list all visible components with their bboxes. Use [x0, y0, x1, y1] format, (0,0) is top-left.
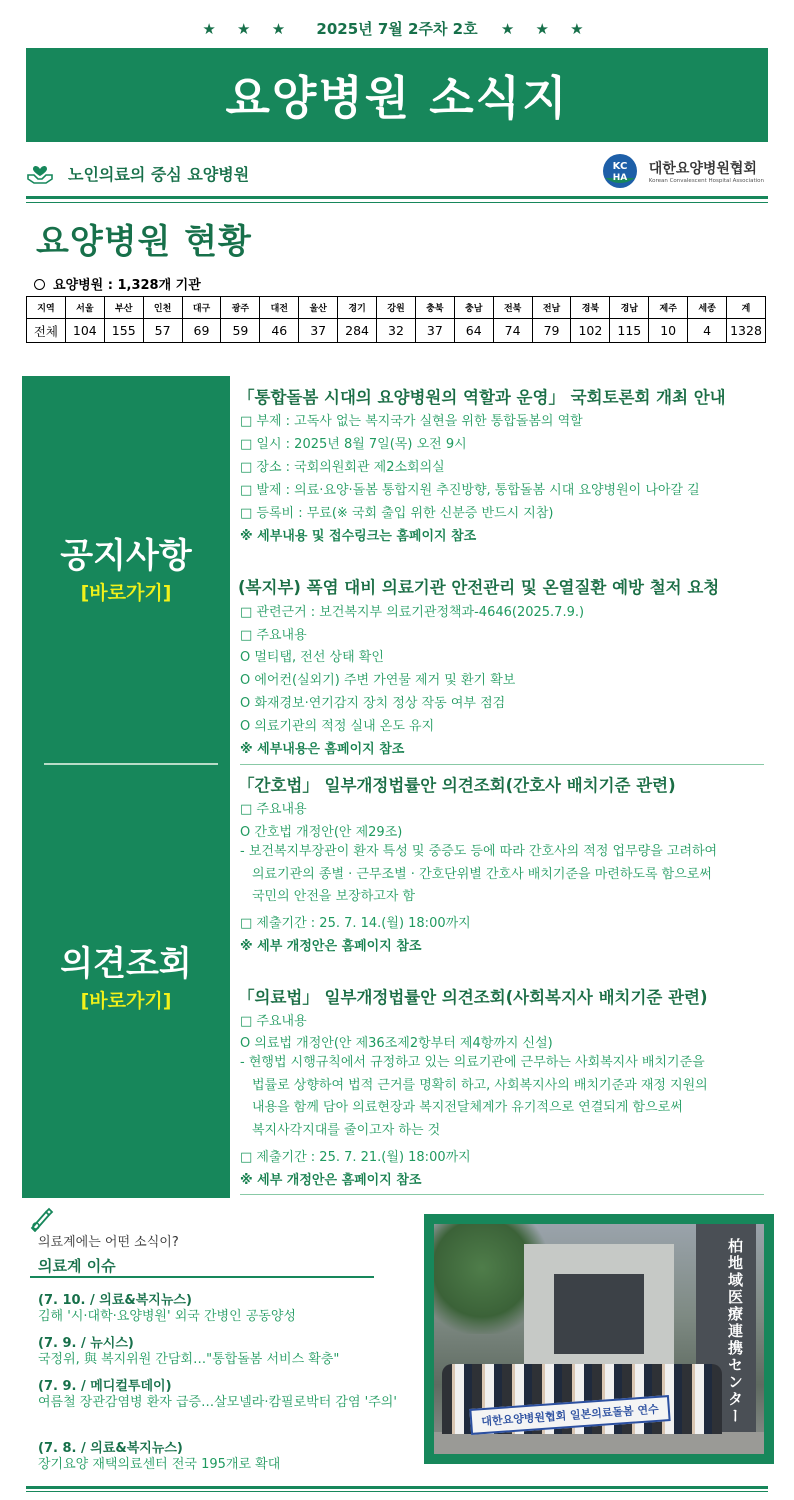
group-photo-frame — [424, 1214, 774, 1464]
notice-1-line: □ 발제 : 의료·요양·돌봄 통합지원 추진방향, 통합돌봄 시대 요양병원이 나아갈 길 — [240, 483, 700, 498]
stars-right: ★ ★ ★ — [500, 20, 592, 38]
circle-bullet-icon — [34, 279, 45, 290]
news-headline[interactable]: 국정위, 與 복지위원 간담회…"통합돌봄 서비스 확충" — [38, 1352, 340, 1367]
association-name: 대한요양병원협회 — [648, 161, 757, 177]
opinion-2-desc-line: 복지사각지대를 줄이고자 하는 것 — [252, 1122, 441, 1138]
region-header-cell: 강원 — [377, 297, 416, 319]
stars-left: ★ ★ ★ — [202, 20, 294, 38]
notice-2-line: □ 주요내용 — [240, 628, 307, 643]
region-header-cell: 경북 — [571, 297, 610, 319]
svg-text:KC: KC — [612, 161, 628, 172]
region-count-cell: 10 — [649, 319, 688, 343]
header-rule-thin — [26, 202, 768, 203]
opinion-1-desc-line: 국민의 안전을 보장하고자 함 — [252, 889, 416, 904]
notice-1-line: □ 일시 : 2025년 8월 7일(목) 오전 9시 — [240, 437, 467, 452]
region-count-cell: 69 — [182, 319, 221, 343]
region-count-cell: 37 — [299, 319, 338, 343]
news-source: (7. 9. / 메디컬투데이) — [38, 1379, 172, 1394]
region-header-cell: 전북 — [493, 297, 532, 319]
notice-2-line: O 의료기관의 적정 실내 온도 유지 — [240, 719, 435, 734]
opinion-2-line: O 의료법 개정안(안 제36조제2항부터 제4항까지 신설) — [240, 1036, 553, 1051]
group-photo — [434, 1224, 764, 1454]
region-count-cell: 115 — [610, 319, 649, 343]
region-count-cell: 284 — [338, 319, 377, 343]
notice-1-line: □ 등록비 : 무료(※ 국회 출입 위한 신분증 반드시 지참) — [240, 506, 554, 521]
region-header-cell: 전남 — [532, 297, 571, 319]
issue-line — [0, 18, 794, 39]
photo-entrance — [554, 1274, 644, 1354]
region-count-cell: 32 — [377, 319, 416, 343]
region-header-cell: 충남 — [454, 297, 493, 319]
notice-2-note: ※ 세부내용은 홈페이지 참조 — [240, 742, 405, 757]
region-header-cell: 계 — [727, 297, 766, 319]
region-count-cell: 1328 — [727, 319, 766, 343]
opinion-label: 의견조회 — [60, 944, 192, 984]
region-stats-table — [26, 296, 766, 343]
opinion-link[interactable]: [바로가기] — [80, 990, 172, 1012]
tagline: 노인의료의 중심 요양병원 — [68, 164, 250, 184]
opinion-2-note: ※ 세부 개정안은 홈페이지 참조 — [240, 1173, 422, 1188]
news-source: (7. 8. / 의료&복지뉴스) — [38, 1441, 183, 1456]
notice-2-line: □ 관련근거 : 보건복지부 의료기관정책과-4646(2025.7.9.) — [240, 605, 585, 620]
opinion-1-note: ※ 세부 개정안은 홈페이지 참조 — [240, 939, 422, 954]
notice-1-title[interactable]: 「통합돌봄 시대의 요양병원의 역할과 운영」 국회토론회 개최 안내 — [238, 388, 726, 407]
sidebar-divider — [44, 763, 218, 765]
region-count-cell: 79 — [532, 319, 571, 343]
photo-ground — [434, 1432, 764, 1454]
region-count-cell: 46 — [260, 319, 299, 343]
region-header-cell: 인천 — [143, 297, 182, 319]
news-source: (7. 9. / 뉴시스) — [38, 1336, 134, 1351]
opinion-1-desc-line: 의료기관의 종별 · 근무조별 · 간호단위별 간호사 배치기준을 마련하도록 함으로써 — [252, 866, 712, 882]
notice-2-line: O 화재경보·연기감지 장치 정상 작동 여부 점검 — [240, 696, 506, 711]
region-header-cell: 서울 — [65, 297, 104, 319]
association-english-name: Korean Convalescent Hospital Association — [648, 178, 764, 184]
region-header-cell: 제주 — [649, 297, 688, 319]
region-header-cell: 경기 — [338, 297, 377, 319]
region-header-cell: 대전 — [260, 297, 299, 319]
region-count-cell: 74 — [493, 319, 532, 343]
region-count-cell: 102 — [571, 319, 610, 343]
notice-1-line: □ 장소 : 국회의원회관 제2소회의실 — [240, 460, 445, 475]
news-subtitle: 의료계에는 어떤 소식이? — [38, 1235, 179, 1250]
region-header-cell: 대구 — [182, 297, 221, 319]
issue-label: 2025년 7월 2주차 2호 — [316, 20, 478, 38]
photo-sign-text: 柏地域医療連携センター — [726, 1238, 744, 1425]
status-title: 요양병원 현황 — [36, 222, 252, 262]
region-count-cell: 104 — [65, 319, 104, 343]
notice-sidebar — [22, 376, 230, 764]
table-header-row — [27, 297, 766, 319]
svg-text:HA: HA — [612, 173, 628, 183]
opinion-1-line: O 간호법 개정안(안 제29조) — [240, 825, 403, 840]
opinion-2-desc-line: 내용을 함께 담아 의료현장과 복지전달체계가 유기적으로 연결되게 함으로써 — [252, 1100, 683, 1115]
hands-heart-icon — [26, 161, 54, 185]
table-row — [27, 319, 766, 343]
notice-2-line: O 멀티탭, 전선 상태 확인 — [240, 650, 384, 665]
region-header-label: 지역 — [27, 297, 66, 319]
opinion-1-desc-line: - 보건복지부장관이 환자 특성 및 중증도 등에 따라 간호사의 적정 업무량을 고려하여 — [240, 844, 718, 859]
notice-label: 공지사항 — [60, 536, 192, 576]
hospital-count-text: 요양병원 : 1,328개 기관 — [53, 278, 201, 293]
notice-opinion-divider — [240, 764, 764, 765]
news-headline[interactable]: 여름철 장관감염병 환자 급증…살모넬라·캄필로박터 감염 '주의' — [38, 1395, 397, 1410]
region-header-cell: 광주 — [221, 297, 260, 319]
opinion-sidebar — [22, 764, 230, 1198]
opinion-1-description — [240, 841, 780, 909]
opinion-1-title[interactable]: 「간호법」 일부개정법률안 의견조회(간호사 배치기준 관련) — [238, 776, 676, 795]
opinion-bottom-rule — [240, 1194, 764, 1195]
region-header-cell: 울산 — [299, 297, 338, 319]
opinion-2-desc-line: - 현행법 시행규칙에서 규정하고 있는 의료기관에 근무하는 사회복지사 배치기준을 — [240, 1055, 705, 1070]
notice-1-line: □ 부제 : 고독사 없는 복지국가 실현을 위한 통합돌봄의 역할 — [240, 414, 583, 429]
subheader — [26, 152, 768, 194]
newsletter-title: 요양병원 소식지 — [225, 71, 569, 125]
hospital-count — [34, 274, 201, 293]
region-count-cell: 59 — [221, 319, 260, 343]
opinion-2-desc-line: 법률로 상향하여 법적 근거를 명확히 하고, 사회복지사의 배치기준과 재정 지원의 — [252, 1077, 708, 1093]
region-count-cell: 64 — [454, 319, 493, 343]
footer-rule-thick — [26, 1486, 768, 1489]
notice-2-line: O 에어컨(실외기) 주변 가연물 제거 및 환기 확보 — [240, 673, 516, 688]
news-source: (7. 10. / 의료&복지뉴스) — [38, 1293, 192, 1308]
region-count-cell: 155 — [104, 319, 143, 343]
news-headline[interactable]: 김해 '시·대학·요양병원' 외국 간병인 공동양성 — [38, 1309, 296, 1324]
news-title: 의료계 이슈 — [38, 1257, 116, 1275]
association-logo[interactable] — [597, 152, 764, 190]
opinion-2-title[interactable]: 「의료법」 일부개정법률안 의견조회(사회복지사 배치기준 관련) — [238, 988, 708, 1007]
opinion-2-line: □ 주요내용 — [240, 1014, 307, 1029]
title-banner — [26, 48, 768, 142]
region-header-cell: 경남 — [610, 297, 649, 319]
photo-banner-text: 대한요양병원협회 일본의료돌봄 연수 — [480, 1402, 660, 1429]
region-header-cell: 세종 — [688, 297, 727, 319]
region-header-cell: 충북 — [415, 297, 454, 319]
region-count-cell: 37 — [415, 319, 454, 343]
news-rule — [30, 1276, 374, 1278]
pen-hand-icon — [28, 1206, 54, 1232]
region-count-cell: 4 — [688, 319, 727, 343]
opinion-1-line: □ 주요내용 — [240, 802, 307, 817]
region-count-cell: 57 — [143, 319, 182, 343]
opinion-2-deadline: □ 제출기간 : 25. 7. 21.(월) 18:00까지 — [240, 1150, 471, 1165]
opinion-1-deadline: □ 제출기간 : 25. 7. 14.(월) 18:00까지 — [240, 916, 471, 931]
notice-link[interactable]: [바로가기] — [80, 582, 172, 604]
news-headline[interactable]: 장기요양 재택의료센터 전국 195개로 확대 — [38, 1457, 281, 1472]
footer-rule-thin — [26, 1491, 768, 1492]
opinion-2-description — [240, 1052, 780, 1142]
notice-2-title[interactable]: (복지부) 폭염 대비 의료기관 안전관리 및 온열질환 예방 철저 요청 — [238, 578, 720, 597]
notice-1-note: ※ 세부내용 및 접수링크는 홈페이지 참조 — [240, 529, 477, 544]
kcha-logo-icon — [597, 152, 643, 190]
region-header-cell: 부산 — [104, 297, 143, 319]
header-rule-thick — [26, 196, 768, 199]
total-row-label: 전체 — [27, 319, 66, 343]
